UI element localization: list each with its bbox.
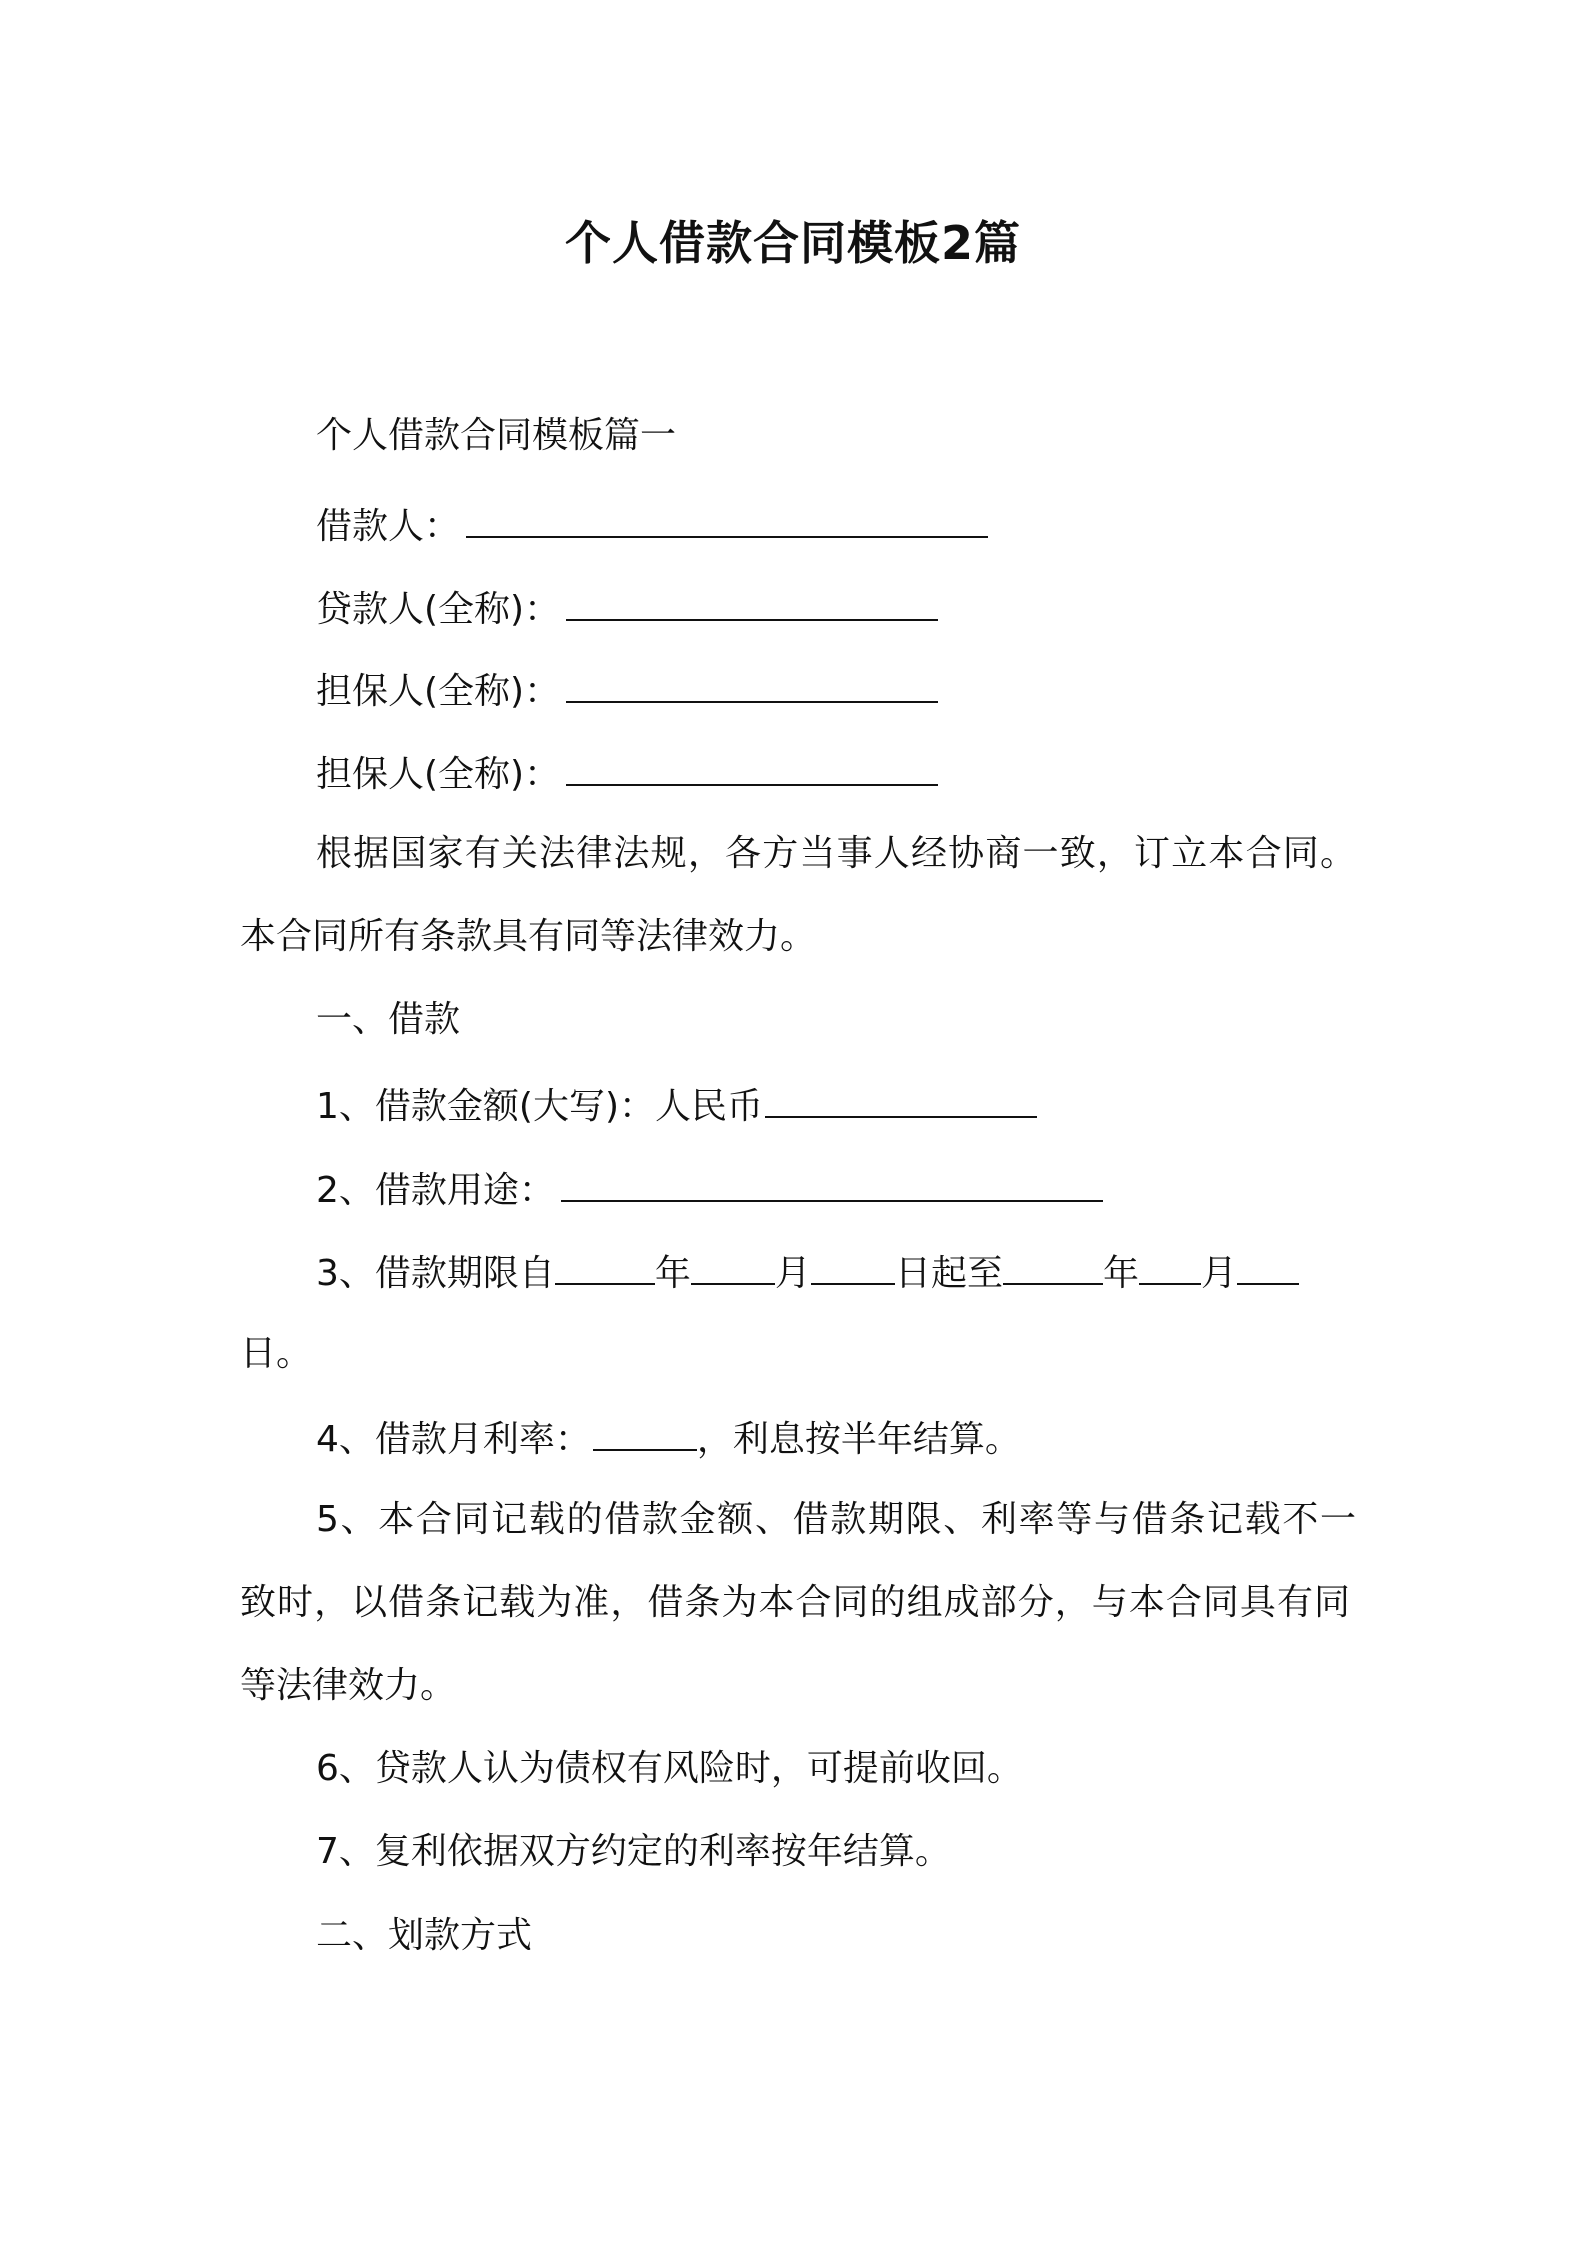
item-3-year-1: 年 <box>654 1253 691 1294</box>
part-two-heading: 二、划款方式 <box>316 1915 533 1956</box>
document-title: 个人借款合同模板2篇 <box>564 216 1021 270</box>
item-2 <box>316 1164 1103 1215</box>
item-3-line-1 <box>316 1247 1356 1298</box>
item-3-month-2: 月 <box>1200 1253 1237 1294</box>
guarantor-field-1 <box>316 665 938 716</box>
borrower-blank[interactable] <box>466 500 988 538</box>
monthly-rate-blank[interactable] <box>593 1413 697 1451</box>
item-2-label: 2、借款用途： <box>316 1170 555 1211</box>
end-year-blank[interactable] <box>1003 1247 1103 1285</box>
start-year-blank[interactable] <box>555 1247 655 1285</box>
guarantor-blank-2[interactable] <box>566 748 938 786</box>
lender-field <box>316 583 938 634</box>
loan-amount-blank[interactable] <box>765 1080 1037 1118</box>
guarantor-blank-1[interactable] <box>566 665 938 703</box>
part-one-heading: 一、借款 <box>316 999 461 1040</box>
item-3-prefix: 3、借款期限自 <box>316 1253 555 1294</box>
lender-label: 贷款人(全称)： <box>316 589 561 630</box>
start-month-blank[interactable] <box>691 1247 775 1285</box>
item-4-prefix: 4、借款月利率： <box>316 1419 591 1460</box>
item-3-day-1: 日起至 <box>894 1253 1003 1294</box>
item-1-label: 1、借款金额(大写)：人民币 <box>316 1086 763 1127</box>
end-month-blank[interactable] <box>1139 1247 1201 1285</box>
section-heading: 个人借款合同模板篇一 <box>316 415 677 456</box>
item-5-line-2: 致时，以借条记载为准，借条为本合同的组成部分，与本合同具有同 <box>240 1582 1350 1623</box>
item-5-line-1: 5、本合同记载的借款金额、借款期限、利率等与借条记载不一 <box>316 1499 1356 1540</box>
lender-blank[interactable] <box>566 583 938 621</box>
borrower-label: 借款人： <box>316 506 461 547</box>
item-6: 6、贷款人认为债权有风险时，可提前收回。 <box>316 1748 1023 1789</box>
guarantor-field-2 <box>316 748 938 799</box>
item-3-year-2: 年 <box>1102 1253 1139 1294</box>
intro-paragraph-line-2: 本合同所有条款具有同等法律效力。 <box>240 916 817 957</box>
item-3-month-1: 月 <box>774 1253 811 1294</box>
intro-paragraph-line-1: 根据国家有关法律法规，各方当事人经协商一致，订立本合同。 <box>316 833 1356 874</box>
guarantor-label-1: 担保人(全称)： <box>316 671 561 712</box>
item-7: 7、复利依据双方约定的利率按年结算。 <box>316 1831 951 1872</box>
item-3-line-2: 日。 <box>240 1333 313 1374</box>
item-4 <box>316 1413 1021 1464</box>
start-day-blank[interactable] <box>811 1247 895 1285</box>
loan-purpose-blank[interactable] <box>561 1164 1103 1202</box>
item-5-line-3: 等法律效力。 <box>240 1665 457 1706</box>
guarantor-label-2: 担保人(全称)： <box>316 754 561 795</box>
borrower-field <box>316 500 988 551</box>
item-4-suffix: ，利息按半年结算。 <box>696 1419 1021 1460</box>
item-1 <box>316 1080 1037 1131</box>
end-day-blank[interactable] <box>1237 1247 1299 1285</box>
